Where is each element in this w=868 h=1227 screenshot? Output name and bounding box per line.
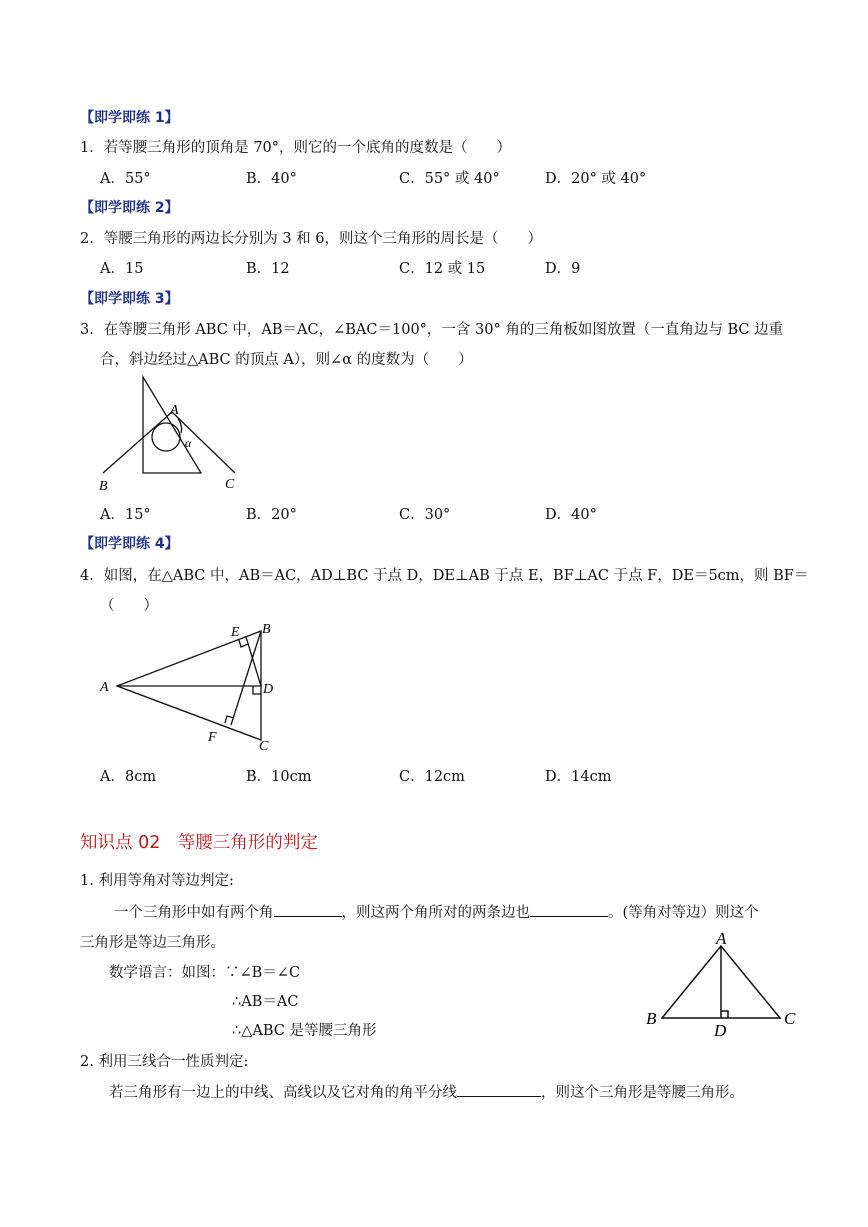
criterion-1-text-d: 三角形是等边三角形。 bbox=[80, 935, 225, 951]
q4-figure bbox=[95, 615, 285, 755]
q3-option-b: B．20° bbox=[246, 507, 297, 523]
q1-option-d: D．20° 或 40° bbox=[545, 171, 647, 187]
q4-option-b: B．10cm bbox=[246, 769, 312, 785]
q3-option-a: A．15° bbox=[100, 507, 151, 523]
q4-label-f: F bbox=[208, 730, 217, 745]
q3-option-c: C．30° bbox=[399, 507, 451, 523]
q1-option-b: B．40° bbox=[246, 171, 297, 187]
q1-option-a: A．55° bbox=[100, 171, 151, 187]
practice-header-2: 【即学即练 2】 bbox=[80, 200, 179, 216]
criterion-2-text-a: 若三角形有一边上的中线、高线以及它对角的角平分线 bbox=[109, 1085, 457, 1101]
criterion-2-text-b: ，则这个三角形是等腰三角形。 bbox=[541, 1085, 744, 1101]
criterion-1-text-a: 一个三角形中如有两个角 bbox=[114, 905, 274, 921]
question-4-line1: 4．如图，在△ABC 中，AB＝AC，AD⊥BC 于点 D，DE⊥AB 于点 E，BF⊥AC 于点 F，DE＝5cm，则 BF＝ bbox=[80, 568, 809, 584]
q2-option-b: B．12 bbox=[246, 261, 290, 277]
question-2-text: 2．等腰三角形的两边长分别为 3 和 6，则这个三角形的周长是（ ） bbox=[80, 231, 543, 247]
section2-figure bbox=[640, 925, 805, 1040]
practice-header-3: 【即学即练 3】 bbox=[80, 291, 179, 307]
q3-label-c: C bbox=[225, 477, 235, 492]
q4-option-a: A．8cm bbox=[100, 769, 157, 785]
q4-label-d: D bbox=[263, 682, 274, 697]
q4-option-c: C．12cm bbox=[399, 769, 465, 785]
question-4-line2: （ ） bbox=[100, 598, 158, 614]
question-3-line1: 3．在等腰三角形 ABC 中，AB＝AC，∠BAC＝100°，一含 30° 角的三角板如图放置（一直角边与 BC 边重 bbox=[80, 322, 784, 338]
q3-label-a: A bbox=[170, 403, 179, 418]
practice-header-4: 【即学即练 4】 bbox=[80, 536, 179, 552]
q3-label-alpha: α bbox=[185, 436, 192, 450]
q3-option-d: D．40° bbox=[545, 507, 597, 523]
s2-label-d: D bbox=[714, 1021, 727, 1040]
therefore-line-2: ∴△ABC 是等腰三角形 bbox=[232, 1023, 377, 1039]
q4-label-a: A bbox=[100, 680, 109, 695]
practice-header-1: 【即学即练 1】 bbox=[80, 110, 179, 126]
q3-figure bbox=[90, 375, 250, 495]
q2-option-d: D．9 bbox=[545, 261, 581, 277]
q4-right-angle-d bbox=[253, 686, 261, 694]
s2-label-b: B bbox=[646, 1009, 657, 1028]
criterion-2-sentence bbox=[109, 1081, 744, 1102]
q3-set-square-hole bbox=[152, 423, 180, 451]
s2-label-a: A bbox=[716, 929, 727, 948]
criterion-1-text-c: 。(等角对等边）则这个 bbox=[608, 905, 759, 921]
section-title: 知识点 02 等腰三角形的判定 bbox=[80, 833, 318, 853]
q4-option-d: D．14cm bbox=[545, 769, 612, 785]
q4-label-b: B bbox=[262, 622, 271, 637]
blank-3[interactable] bbox=[457, 1082, 541, 1097]
q3-label-b: B bbox=[99, 479, 108, 494]
q2-option-c: C．12 或 15 bbox=[399, 261, 486, 277]
criterion-1-title: 1. 利用等角对等边判定: bbox=[80, 873, 234, 889]
q1-option-c: C．55° 或 40° bbox=[399, 171, 500, 187]
q4-segment-de bbox=[246, 637, 261, 686]
criterion-1-sentence bbox=[114, 901, 759, 922]
math-language-line: 数学语言：如图：∵∠B＝∠C bbox=[109, 965, 301, 981]
s2-right-angle-d bbox=[721, 1011, 728, 1018]
blank-1[interactable] bbox=[274, 902, 342, 917]
criterion-1-text-b: ，则这两个角所对的两条边也 bbox=[341, 905, 530, 921]
criterion-2-title: 2. 利用三线合一性质判定: bbox=[80, 1054, 249, 1070]
s2-label-c: C bbox=[784, 1009, 796, 1028]
question-1-text: 1．若等腰三角形的顶角是 70°，则它的一个底角的度数是（ ） bbox=[80, 140, 512, 156]
question-3-line2: 合，斜边经过△ABC 的顶点 A），则∠α 的度数为（ ） bbox=[100, 352, 473, 368]
q2-option-a: A．15 bbox=[100, 261, 144, 277]
q4-label-e: E bbox=[231, 625, 240, 640]
blank-2[interactable] bbox=[530, 902, 608, 917]
therefore-line-1: ∴AB＝AC bbox=[232, 994, 299, 1010]
q4-label-c: C bbox=[259, 739, 269, 754]
